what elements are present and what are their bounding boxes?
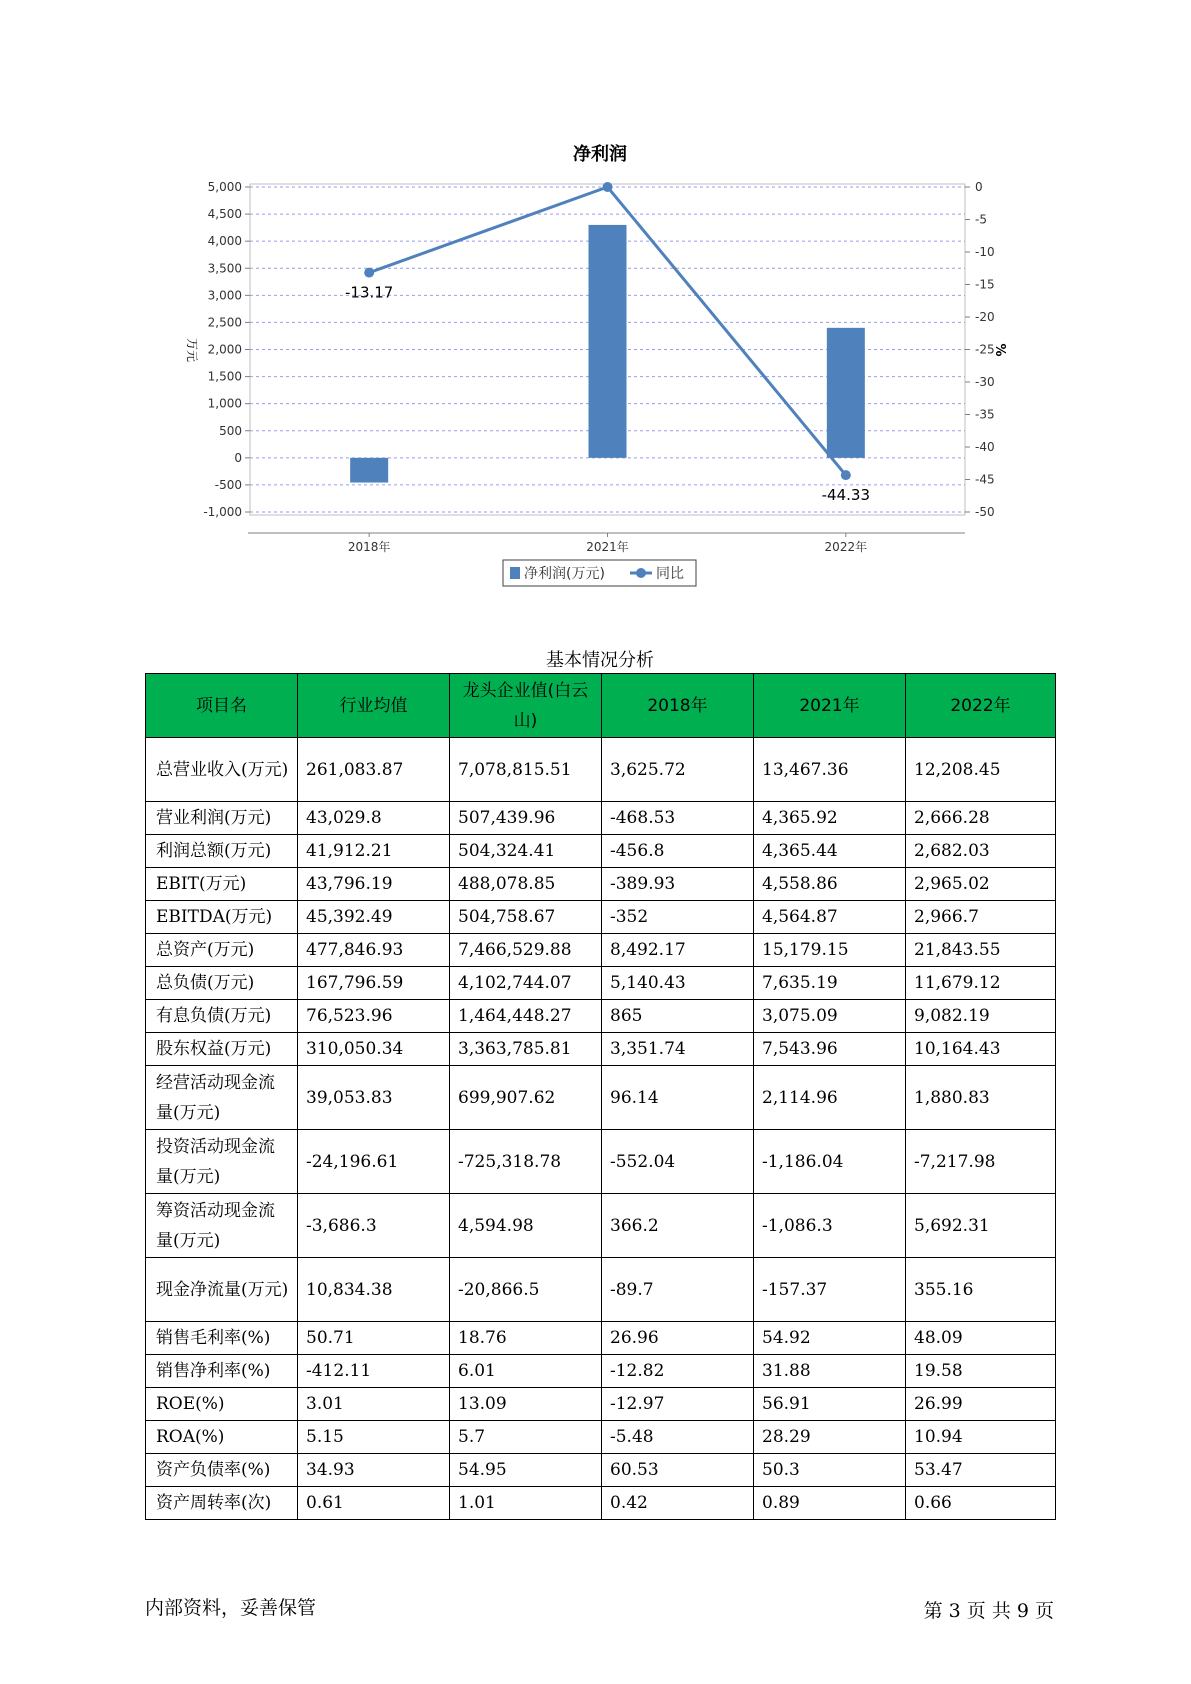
table-cell: 11,679.12 xyxy=(906,967,1056,1000)
table-cell: 54.95 xyxy=(450,1454,602,1487)
table-cell: 34.93 xyxy=(298,1454,450,1487)
table-cell: 10.94 xyxy=(906,1421,1056,1454)
table-cell: 19.58 xyxy=(906,1355,1056,1388)
table-cell: 0.61 xyxy=(298,1487,450,1520)
table-cell: 5.15 xyxy=(298,1421,450,1454)
table-row xyxy=(146,868,1056,901)
table-cell: 504,324.41 xyxy=(450,835,602,868)
table-cell: 4,102,744.07 xyxy=(450,967,602,1000)
header-2022: 2022年 xyxy=(906,674,1056,738)
table-row xyxy=(146,934,1056,967)
row-label: 营业利润(万元) xyxy=(146,802,298,835)
table-cell: 39,053.83 xyxy=(298,1066,450,1130)
row-label: ROE(%) xyxy=(146,1388,298,1421)
table-row xyxy=(146,1000,1056,1033)
table-cell: 4,558.86 xyxy=(754,868,906,901)
table-row xyxy=(146,1130,1056,1194)
right-tick-label: -40 xyxy=(975,440,995,454)
net-profit-chart xyxy=(0,0,1191,620)
row-label: 资产负债率(%) xyxy=(146,1454,298,1487)
table-cell: 56.91 xyxy=(754,1388,906,1421)
table-row xyxy=(146,1487,1056,1520)
left-tick-label: 3,000 xyxy=(207,288,242,303)
right-tick-label: 0 xyxy=(975,180,983,194)
table-cell: 10,164.43 xyxy=(906,1033,1056,1066)
table-cell: 504,758.67 xyxy=(450,901,602,934)
table-cell: 18.76 xyxy=(450,1322,602,1355)
table-header-row xyxy=(146,674,1056,738)
row-label: 利润总额(万元) xyxy=(146,835,298,868)
left-tick-label: 1,000 xyxy=(207,396,242,411)
table-cell: 43,796.19 xyxy=(298,868,450,901)
table-row xyxy=(146,1322,1056,1355)
table-cell: -3,686.3 xyxy=(298,1194,450,1258)
legend-bar-swatch xyxy=(510,567,520,579)
table-cell: 2,682.03 xyxy=(906,835,1056,868)
row-label: 股东权益(万元) xyxy=(146,1033,298,1066)
table-cell: 28.29 xyxy=(754,1421,906,1454)
table-cell: 1,880.83 xyxy=(906,1066,1056,1130)
table-cell: -7,217.98 xyxy=(906,1130,1056,1194)
table-cell: 5.7 xyxy=(450,1421,602,1454)
table-cell: 31.88 xyxy=(754,1355,906,1388)
bar xyxy=(350,458,388,483)
table-cell: 60.53 xyxy=(602,1454,754,1487)
legend-line-marker xyxy=(636,568,646,578)
left-tick-label: 2,500 xyxy=(207,315,242,330)
table-row xyxy=(146,1033,1056,1066)
table-row xyxy=(146,1194,1056,1258)
row-label: 筹资活动现金流量(万元) xyxy=(146,1194,298,1258)
table-row xyxy=(146,835,1056,868)
table-cell: -552.04 xyxy=(602,1130,754,1194)
table-cell: -456.8 xyxy=(602,835,754,868)
table-cell: 4,365.92 xyxy=(754,802,906,835)
table-cell: -157.37 xyxy=(754,1258,906,1322)
line-point xyxy=(364,268,374,278)
x-tick-label: 2021年 xyxy=(586,540,629,554)
row-label: 经营活动现金流量(万元) xyxy=(146,1066,298,1130)
table-cell: 45,392.49 xyxy=(298,901,450,934)
table-cell: 53.47 xyxy=(906,1454,1056,1487)
left-tick-label: 4,500 xyxy=(207,207,242,222)
table-cell: 477,846.93 xyxy=(298,934,450,967)
bar xyxy=(589,225,627,458)
table-cell: -89.7 xyxy=(602,1258,754,1322)
table-cell: 0.89 xyxy=(754,1487,906,1520)
table-cell: -12.97 xyxy=(602,1388,754,1421)
table-row xyxy=(146,967,1056,1000)
table-cell: 1.01 xyxy=(450,1487,602,1520)
table-cell: -389.93 xyxy=(602,868,754,901)
table-cell: 10,834.38 xyxy=(298,1258,450,1322)
table-row xyxy=(146,802,1056,835)
table-row xyxy=(146,1454,1056,1487)
table-cell: 261,083.87 xyxy=(298,738,450,802)
table-row xyxy=(146,1421,1056,1454)
header-leader-value: 龙头企业值(白云山) xyxy=(450,674,602,738)
x-tick-label: 2018年 xyxy=(347,540,391,554)
row-label: 有息负债(万元) xyxy=(146,1000,298,1033)
table-cell: 2,114.96 xyxy=(754,1066,906,1130)
data-label: -13.17 xyxy=(344,283,394,302)
header-item-name: 项目名 xyxy=(146,674,298,738)
table-title: 基本情况分析 xyxy=(546,650,654,671)
table-row xyxy=(146,1388,1056,1421)
legend-line-label: 同比 xyxy=(656,566,684,582)
table-cell: 0.66 xyxy=(906,1487,1056,1520)
table-cell: 50.3 xyxy=(754,1454,906,1487)
table-cell: 41,912.21 xyxy=(298,835,450,868)
left-tick-label: 500 xyxy=(219,423,242,438)
table-cell: -12.82 xyxy=(602,1355,754,1388)
line-point xyxy=(603,182,613,192)
table-cell: -1,086.3 xyxy=(754,1194,906,1258)
table-cell: 355.16 xyxy=(906,1258,1056,1322)
table-cell: 366.2 xyxy=(602,1194,754,1258)
table-row xyxy=(146,738,1056,802)
table-cell: 0.42 xyxy=(602,1487,754,1520)
table-cell: 26.99 xyxy=(906,1388,1056,1421)
x-tick-label: 2022年 xyxy=(824,540,868,554)
row-label: 总资产(万元) xyxy=(146,934,298,967)
table-cell: 167,796.59 xyxy=(298,967,450,1000)
table-cell: 13,467.36 xyxy=(754,738,906,802)
row-label: 销售净利率(%) xyxy=(146,1355,298,1388)
table-cell: 2,965.02 xyxy=(906,868,1056,901)
table-cell: -24,196.61 xyxy=(298,1130,450,1194)
table-body xyxy=(146,738,1056,1520)
left-tick-label: -1,000 xyxy=(203,505,242,519)
left-tick-label: 2,000 xyxy=(207,342,242,357)
bar xyxy=(827,328,865,458)
table-row xyxy=(146,1066,1056,1130)
row-label: 总负债(万元) xyxy=(146,967,298,1000)
table-cell: 5,692.31 xyxy=(906,1194,1056,1258)
right-tick-label: -35 xyxy=(975,407,995,422)
table-cell: 9,082.19 xyxy=(906,1000,1056,1033)
table-cell: 865 xyxy=(602,1000,754,1033)
table-cell: 26.96 xyxy=(602,1322,754,1355)
bar-series xyxy=(350,225,865,483)
table-cell: 4,365.44 xyxy=(754,835,906,868)
right-tick-label: -5 xyxy=(975,212,987,227)
left-tick-label: 0 xyxy=(234,450,242,465)
table-cell: 54.92 xyxy=(754,1322,906,1355)
right-tick-label: -25 xyxy=(975,342,995,357)
chart-title: 净利润 xyxy=(573,144,627,165)
table-cell: -412.11 xyxy=(298,1355,450,1388)
table-row xyxy=(146,1355,1056,1388)
x-axis-ticks xyxy=(348,533,867,554)
right-tick-label: -10 xyxy=(975,245,995,259)
basic-info-table xyxy=(145,673,1056,1520)
table-cell: 50.71 xyxy=(298,1322,450,1355)
table-cell: 76,523.96 xyxy=(298,1000,450,1033)
table-cell: 13.09 xyxy=(450,1388,602,1421)
line-point xyxy=(841,470,851,480)
footer-confidential-note: 内部资料，妥善保管 xyxy=(145,1597,317,1619)
right-tick-label: -45 xyxy=(975,472,995,487)
table-cell: 12,208.45 xyxy=(906,738,1056,802)
table-cell: 21,843.55 xyxy=(906,934,1056,967)
table-cell: 43,029.8 xyxy=(298,802,450,835)
row-label: 总营业收入(万元) xyxy=(146,738,298,802)
table-cell: 3,625.72 xyxy=(602,738,754,802)
row-label: EBIT(万元) xyxy=(146,868,298,901)
left-tick-label: -500 xyxy=(214,477,242,492)
table-cell: 699,907.62 xyxy=(450,1066,602,1130)
right-tick-label: -30 xyxy=(975,375,995,389)
table-cell: 4,564.87 xyxy=(754,901,906,934)
table-cell: 7,635.19 xyxy=(754,967,906,1000)
table-cell: 48.09 xyxy=(906,1322,1056,1355)
footer-page-number: 第 3 页 共 9 页 xyxy=(923,1600,1054,1622)
right-tick-label: -15 xyxy=(975,277,995,292)
left-axis-ticks xyxy=(203,180,250,519)
header-2021: 2021年 xyxy=(754,674,906,738)
left-tick-label: 4,000 xyxy=(207,234,242,249)
row-label: ROA(%) xyxy=(146,1421,298,1454)
table-cell: 5,140.43 xyxy=(602,967,754,1000)
table-cell: 3,075.09 xyxy=(754,1000,906,1033)
data-label: -44.33 xyxy=(821,486,871,505)
table-cell: 2,666.28 xyxy=(906,802,1056,835)
row-label: EBITDA(万元) xyxy=(146,901,298,934)
table-cell: 7,078,815.51 xyxy=(450,738,602,802)
table-cell: 2,966.7 xyxy=(906,901,1056,934)
table-cell: 6.01 xyxy=(450,1355,602,1388)
table-cell: 96.14 xyxy=(602,1066,754,1130)
table-cell: -20,866.5 xyxy=(450,1258,602,1322)
table-cell: 7,466,529.88 xyxy=(450,934,602,967)
table-cell: 488,078.85 xyxy=(450,868,602,901)
right-tick-label: -20 xyxy=(975,310,995,324)
table-row xyxy=(146,1258,1056,1322)
left-tick-label: 1,500 xyxy=(207,369,242,384)
right-axis-ticks xyxy=(965,180,995,519)
left-axis-label: 万元 xyxy=(185,337,199,363)
right-tick-label: -50 xyxy=(975,505,995,519)
table-cell: 3,363,785.81 xyxy=(450,1033,602,1066)
table-cell: 3.01 xyxy=(298,1388,450,1421)
right-axis-label: % xyxy=(992,343,1007,357)
table-cell: -468.53 xyxy=(602,802,754,835)
table-cell: -725,318.78 xyxy=(450,1130,602,1194)
legend-bar-label: 净利润(万元) xyxy=(524,566,605,582)
table-cell: 1,464,448.27 xyxy=(450,1000,602,1033)
left-tick-label: 5,000 xyxy=(207,180,242,194)
row-label: 资产周转率(次) xyxy=(146,1487,298,1520)
table-cell: 7,543.96 xyxy=(754,1033,906,1066)
row-label: 现金净流量(万元) xyxy=(146,1258,298,1322)
table-cell: -5.48 xyxy=(602,1421,754,1454)
chart-legend xyxy=(503,560,696,586)
table-cell: -1,186.04 xyxy=(754,1130,906,1194)
row-label: 投资活动现金流量(万元) xyxy=(146,1130,298,1194)
table-cell: 8,492.17 xyxy=(602,934,754,967)
table-cell: 4,594.98 xyxy=(450,1194,602,1258)
table-cell: 3,351.74 xyxy=(602,1033,754,1066)
header-industry-avg: 行业均值 xyxy=(298,674,450,738)
header-2018: 2018年 xyxy=(602,674,754,738)
row-label: 销售毛利率(%) xyxy=(146,1322,298,1355)
table-cell: 15,179.15 xyxy=(754,934,906,967)
table-cell: 310,050.34 xyxy=(298,1033,450,1066)
left-tick-label: 3,500 xyxy=(207,261,242,276)
table-row xyxy=(146,901,1056,934)
table-cell: 507,439.96 xyxy=(450,802,602,835)
table-cell: -352 xyxy=(602,901,754,934)
